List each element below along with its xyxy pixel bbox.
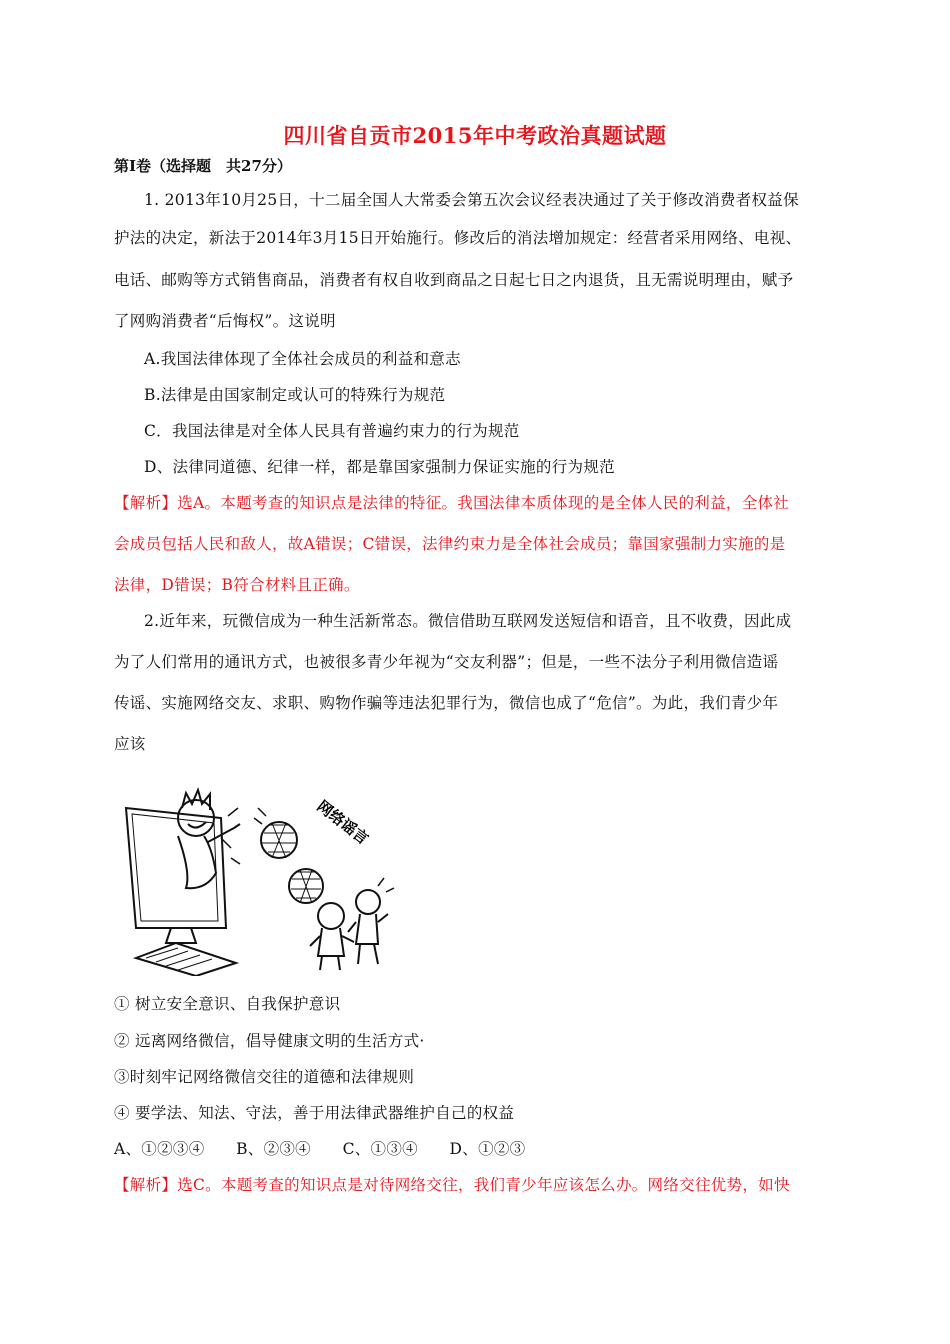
q1-line-2: 护法的决定，新法于2014年3月15日开始施行。修改后的消法增加规定：经营者采用网络、电视、 [114, 229, 802, 247]
q1-line-3: 电话、邮购等方式销售商品，消费者有权自收到商品之日起七日之内退货，且无需说明理由，赋予 [114, 271, 794, 289]
q1-option-d: D、法律同道德、纪律一样，都是靠国家强制力保证实施的行为规范 [144, 458, 615, 476]
q1-option-c: C．我国法律是对全体人民具有普遍约束力的行为规范 [144, 422, 520, 440]
q2-line-2: 为了人们常用的通讯方式，也被很多青少年视为“交友利器”；但是，一些不法分子利用微信造谣 [114, 653, 779, 671]
q2-line-3: 传谣、实施网络交友、求职、购物作骗等违法犯罪行为，微信也成了“危信”。为此，我们青少年 [114, 694, 779, 712]
cartoon-illustration [116, 778, 436, 976]
q2-item-2: ② 远离网络微信，倡导健康文明的生活方式· [114, 1032, 425, 1050]
q2-choices: A、①②③④ B、②③④ C、①③④ D、①②③ [114, 1140, 526, 1158]
q2-item-4: ④ 要学法、知法、守法，善于用法律武器维护自己的权益 [114, 1104, 515, 1122]
q1-line-1: 1. 2013年10月25日，十二届全国人大常委会第五次会议经表决通过了关于修改消费者权益保 [144, 191, 799, 209]
q2-item-3: ③时刻牢记网络微信交往的道德和法律规则 [114, 1068, 415, 1086]
q1-analysis-3: 法律，D错误；B符合材料且正确。 [114, 576, 360, 594]
q1-analysis-2: 会成员包括人民和敌人，故A错误；C错误，法律约束力是全体社会成员；靠国家强制力实施的是 [114, 535, 786, 553]
section-heading: 第Ⅰ卷（选择题 共27分） [114, 157, 292, 175]
document-title: 四川省自贡市2015年中考政治真题试题 [283, 123, 667, 148]
q1-option-a: A.我国法律体现了全体社会成员的利益和意志 [144, 350, 461, 368]
q2-item-1: ① 树立安全意识、自我保护意识 [114, 995, 341, 1013]
q2-line-1: 2.近年来，玩微信成为一种生活新常态。微信借助互联网发送短信和语音，且不收费，因此成 [144, 612, 792, 630]
cartoon-caption: 网络谣言 [313, 796, 372, 849]
q1-line-4: 了网购消费者“后悔权”。这说明 [114, 312, 336, 330]
q1-option-b: B.法律是由国家制定或认可的特殊行为规范 [144, 386, 446, 404]
q1-analysis-1: 【解析】选A。本题考查的知识点是法律的特征。我国法律本质体现的是全体人民的利益，全体社 [114, 494, 790, 512]
q2-line-4: 应该 [114, 735, 146, 753]
q2-analysis: 【解析】选C。本题考查的知识点是对待网络交往，我们青少年应该怎么办。网络交往优势，如快 [114, 1176, 790, 1194]
